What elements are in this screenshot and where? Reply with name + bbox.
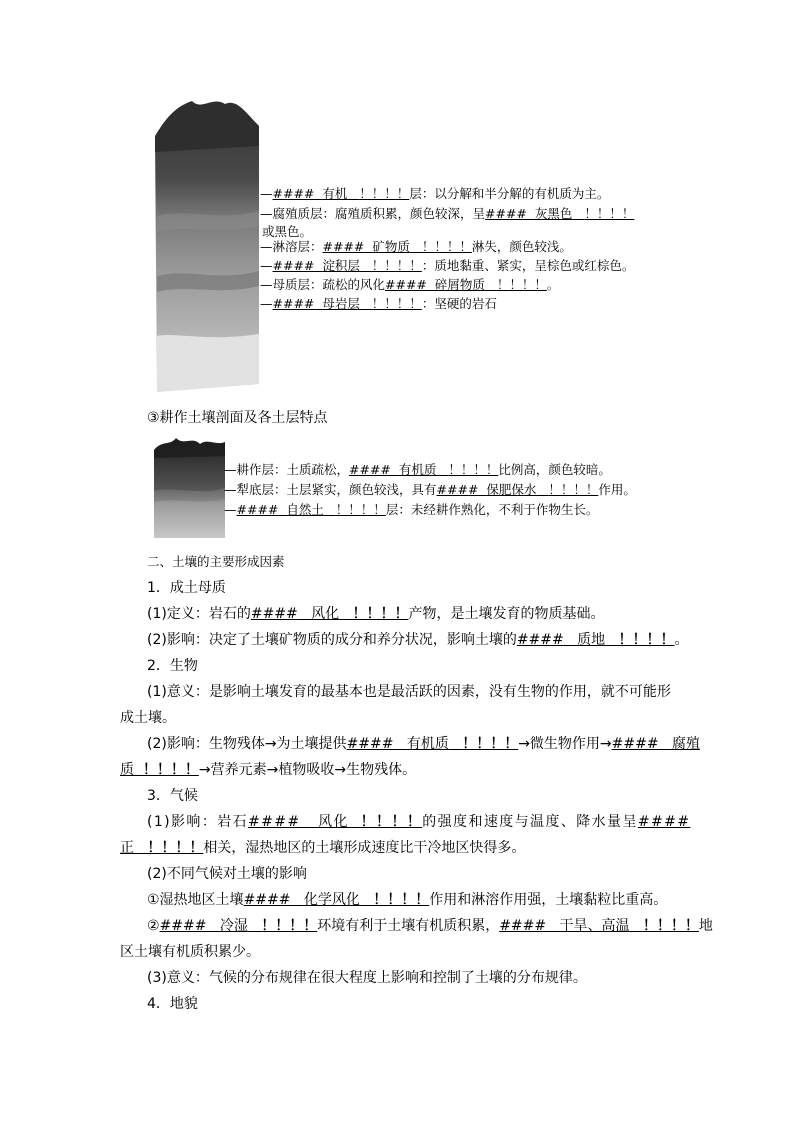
s4-title: 4．地貌 bbox=[147, 996, 198, 1012]
label-prefix: —淋溶层： bbox=[260, 239, 323, 254]
blank-marker: #### bbox=[272, 258, 315, 273]
label-prefix: —腐殖质层：腐殖质积累，颜色较深，呈 bbox=[260, 206, 486, 221]
s3-item-b-2: 区土壤有机质积累少。 bbox=[120, 944, 260, 960]
answer: 冷湿 ！！！！ bbox=[219, 918, 318, 934]
section-title: 二、土壤的主要形成因素 bbox=[147, 554, 285, 569]
answer: 自然土 ！！！！ bbox=[286, 502, 386, 517]
answer: 风化 ！！！！ bbox=[311, 606, 409, 622]
blank-marker: #### bbox=[485, 206, 527, 221]
label-prefix: — bbox=[260, 296, 273, 311]
answer: 灰黑色 ！！！！ bbox=[534, 206, 635, 221]
s3-item-a: ①湿热地区土壤#### 化学风化 ！！！！作用和淋溶作用强，土壤黏粒比重高。 bbox=[147, 892, 668, 908]
cultivated-line-3 bbox=[224, 500, 598, 520]
natural-line-4 bbox=[260, 237, 572, 257]
s2-meaning-1: (1)意义：是影响土壤发育的最基本也是最活跃的因素，没有生物的作用，就不可能形 bbox=[147, 684, 671, 700]
label-suffix: 作用。 bbox=[598, 482, 636, 497]
s2-effect-2: 质 ！！！！→营养元素→植物吸收→生物残体。 bbox=[120, 762, 417, 778]
answer: 淀积层 ！！！！ bbox=[322, 258, 422, 273]
s3-item-b-1: ②#### 冷湿 ！！！！环境有利于土壤有机质积累，#### 干旱、高温 ！！！！地 bbox=[147, 918, 713, 934]
label-suffix: ：质地黏重、紧实，呈棕色或红棕色。 bbox=[421, 258, 635, 273]
s1-definition: (1)定义：岩石的#### 风化 ！！！！产物，是土壤发育的物质基础。 bbox=[147, 606, 605, 622]
s2-title: 2．生物 bbox=[147, 658, 198, 674]
blank-marker: #### bbox=[349, 462, 391, 477]
label-prefix: — bbox=[260, 186, 273, 201]
blank-marker: #### bbox=[272, 186, 315, 201]
cultivated-line-1 bbox=[224, 460, 611, 480]
answer: 风化 ！！！！ bbox=[318, 814, 423, 830]
blank-marker: #### bbox=[272, 296, 315, 311]
cultivated-line-2 bbox=[224, 480, 636, 500]
s3-effect-1: (1)影响：岩石#### 风化 ！！！！的强度和速度与温度、降水量呈#### bbox=[147, 814, 691, 830]
label-suffix: 层：未经耕作熟化，不利于作物生长。 bbox=[385, 502, 599, 517]
natural-line-6 bbox=[260, 275, 559, 295]
answer: 矿物质 ！！！！ bbox=[372, 239, 472, 254]
blank-marker: #### bbox=[322, 239, 365, 254]
label-suffix: 淋失，颜色较浅。 bbox=[471, 239, 572, 254]
label-suffix: ：坚硬的岩石 bbox=[421, 296, 497, 311]
answer: 母岩层 ！！！！ bbox=[322, 296, 422, 311]
cultivated-soil-profile-image bbox=[152, 436, 227, 540]
blank-marker: #### bbox=[385, 277, 427, 292]
natural-line-3: 或黑色。 bbox=[262, 224, 313, 239]
s3-title: 3．气候 bbox=[147, 788, 198, 804]
natural-line-1 bbox=[260, 184, 609, 204]
label-suffix: 比例高，颜色较暗。 bbox=[498, 462, 611, 477]
label-prefix: — bbox=[260, 258, 273, 273]
answer: 有机 ！！！！ bbox=[322, 186, 410, 201]
s3-subtitle: (2)不同气候对土壤的影响 bbox=[147, 866, 307, 882]
s3-effect-2: 正 ！！！！相关，湿热地区的土壤形成速度比干冷地区快得多。 bbox=[120, 840, 526, 856]
label-prefix: — bbox=[224, 502, 237, 517]
blank-marker: #### bbox=[236, 502, 279, 517]
answer: 化学风化 ！！！！ bbox=[303, 892, 430, 908]
s2-effect-1: (2)影响：生物残体→为土壤提供#### 有机质 ！！！！→微生物作用→#### 腐殖 bbox=[147, 736, 700, 752]
answer: 有机质 ！！！！ bbox=[398, 462, 499, 477]
answer: 干旱、高温 ！！！！ bbox=[559, 918, 699, 934]
natural-line-5 bbox=[260, 256, 634, 276]
label-prefix: —耕作层：土质疏松， bbox=[224, 462, 350, 477]
label-suffix: 。 bbox=[546, 277, 560, 292]
s1-effect: (2)影响：决定了土壤矿物质的成分和养分状况，影响土壤的#### 质地 ！！！！。 bbox=[147, 632, 689, 648]
answer: 质地 ！！！！ bbox=[577, 632, 675, 648]
s1-title: 1．成土母质 bbox=[147, 580, 226, 596]
answer: 保肥保水 ！！！！ bbox=[486, 482, 599, 497]
label-prefix: —犁底层：土层紧实，颜色较浅，具有 bbox=[224, 482, 437, 497]
answer: 碎屑物质 ！！！！ bbox=[434, 277, 547, 292]
label-prefix: —母质层：疏松的风化 bbox=[260, 277, 386, 292]
natural-soil-profile-image bbox=[147, 96, 265, 394]
natural-line-2 bbox=[260, 204, 634, 224]
answer: 有机质 ！！！！ bbox=[406, 736, 519, 752]
label-suffix: 层：以分解和半分解的有机质为主。 bbox=[409, 186, 610, 201]
s3-meaning: (3)意义：气候的分布规律在很大程度上影响和控制了土壤的分布规律。 bbox=[147, 970, 587, 986]
s2-meaning-2: 成土壤。 bbox=[120, 710, 176, 726]
cultivated-heading: ③耕作土壤剖面及各土层特点 bbox=[147, 410, 328, 426]
natural-line-7 bbox=[260, 294, 497, 314]
blank-marker: #### bbox=[436, 482, 479, 497]
